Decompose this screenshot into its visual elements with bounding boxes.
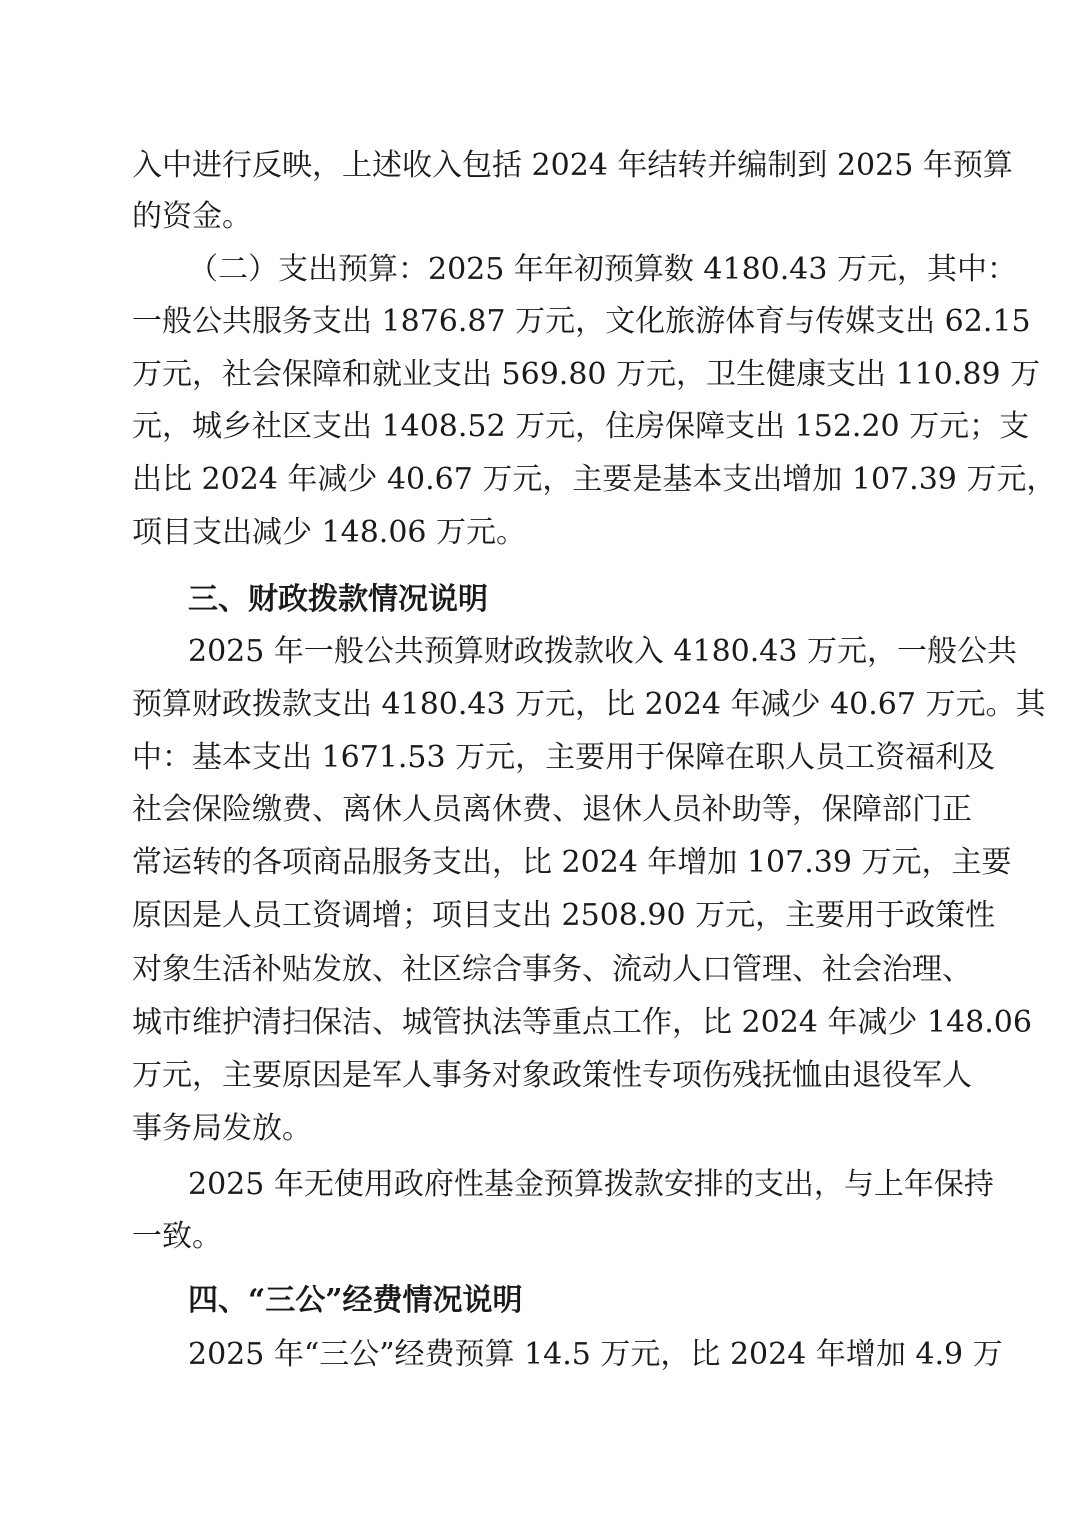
paragraph-line: 原因是人员工资调增；项目支出 2508.90 万元，主要用于政策性: [132, 898, 996, 933]
paragraph-line: 常运转的各项商品服务支出，比 2024 年增加 107.39 万元，主要: [132, 845, 1012, 880]
paragraph-line: 对象生活补贴发放、社区综合事务、流动人口管理、社会治理、: [132, 952, 972, 987]
paragraph-line: 2025 年“三公”经费预算 14.5 万元，比 2024 年增加 4.9 万: [188, 1337, 1003, 1372]
paragraph-line: 的资金。: [132, 199, 252, 234]
paragraph-line: 城市维护清扫保洁、城管执法等重点工作，比 2024 年减少 148.06: [132, 1005, 1032, 1040]
paragraph-line: 万元，社会保障和就业支出 569.80 万元，卫生健康支出 110.89 万: [132, 357, 1041, 392]
paragraph-line: 出比 2024 年减少 40.67 万元，主要是基本支出增加 107.39 万元，: [132, 462, 1057, 497]
paragraph-line: 社会保险缴费、离休人员离休费、退休人员补助等，保障部门正: [132, 792, 972, 827]
paragraph-line: 项目支出减少 148.06 万元。: [132, 515, 527, 550]
paragraph-line: （二）支出预算：2025 年年初预算数 4180.43 万元，其中：: [188, 252, 1018, 287]
paragraph-line: 一般公共服务支出 1876.87 万元，文化旅游体育与传媒支出 62.15: [132, 304, 1031, 339]
section-heading: 四、“三公”经费情况说明: [188, 1283, 523, 1318]
paragraph-line: 预算财政拨款支出 4180.43 万元，比 2024 年减少 40.67 万元。其: [132, 687, 1046, 722]
section-heading: 三、财政拨款情况说明: [188, 582, 488, 617]
paragraph-line: 入中进行反映，上述收入包括 2024 年结转并编制到 2025 年预算: [132, 148, 1013, 183]
paragraph-line: 万元，主要原因是军人事务对象政策性专项伤残抚恤由退役军人: [132, 1058, 972, 1093]
paragraph-line: 2025 年一般公共预算财政拨款收入 4180.43 万元，一般公共: [188, 634, 1018, 669]
paragraph-line: 2025 年无使用政府性基金预算拨款安排的支出，与上年保持: [188, 1167, 994, 1202]
paragraph-line: 事务局发放。: [132, 1111, 312, 1146]
paragraph-line: 中：基本支出 1671.53 万元，主要用于保障在职人员工资福利及: [132, 740, 996, 775]
paragraph-line: 元，城乡社区支出 1408.52 万元，住房保障支出 152.20 万元；支: [132, 409, 1030, 444]
paragraph-line: 一致。: [132, 1219, 222, 1254]
